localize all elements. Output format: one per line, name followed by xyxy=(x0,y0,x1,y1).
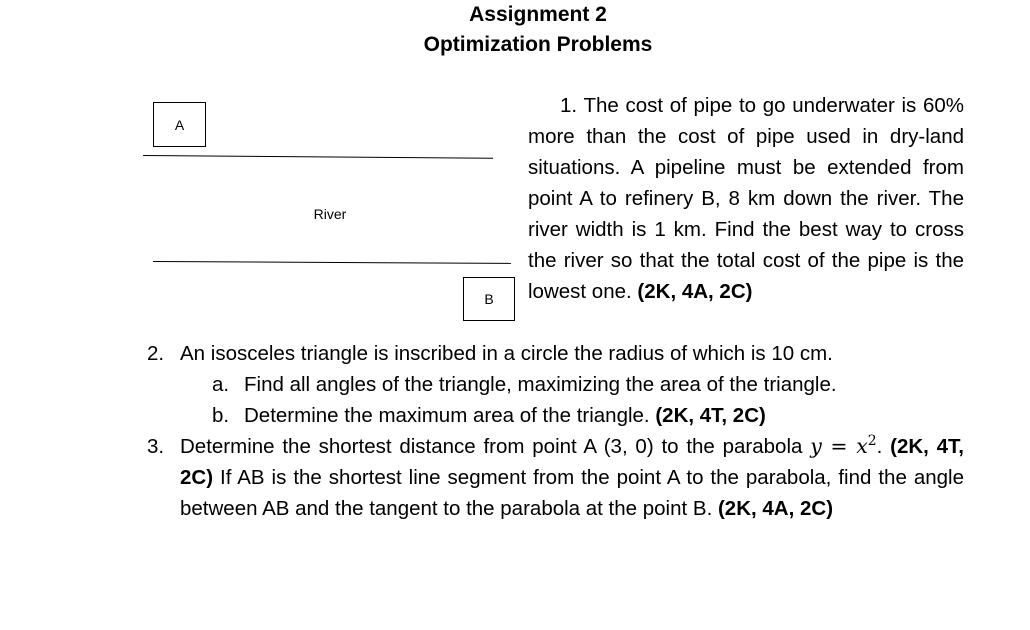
problem-1-number: 1. xyxy=(560,94,578,117)
river-bank-top xyxy=(143,155,493,159)
point-b-label: B xyxy=(484,291,494,307)
problem-1-marks: (2K, 4A, 2C) xyxy=(637,280,753,303)
equation-exponent: 2 xyxy=(867,433,877,450)
problem-2b-marks: (2K, 4T, 2C) xyxy=(655,404,766,427)
problem-1-text: The cost of pipe to go underwater is 60% more than the cost of pipe used in dry-land situations. A pipeline must be extended from point A to refinery B, 8 km down the river. The river width is 1 km. Find the best way to cross the river so that the total cost of the pipe is the lowest one. xyxy=(528,94,965,303)
problem-2a xyxy=(212,369,972,400)
problem-3 xyxy=(147,431,967,561)
problem-2-number: 2. xyxy=(147,342,165,365)
equation-period: . xyxy=(876,435,883,458)
river-bank-bottom xyxy=(153,261,511,264)
page-subtitle: Optimization Problems xyxy=(423,33,653,56)
equation-x: x xyxy=(856,434,868,458)
problem-2b-text: Determine the maximum area of the triangle. xyxy=(244,404,650,427)
problem-2b-label: b. xyxy=(212,404,230,427)
problem-2-text: An isosceles triangle is inscribed in a circle the radius of which is 10 cm. xyxy=(180,342,833,365)
page-title: Assignment 2 xyxy=(469,3,607,26)
problem-2b-content xyxy=(244,400,964,431)
point-a-label: A xyxy=(174,116,185,133)
problem-3-marks-2: (2K, 4A, 2C) xyxy=(717,497,834,520)
river-label: River xyxy=(313,206,347,222)
equation-y: y xyxy=(810,434,822,458)
equation-equals: = xyxy=(821,434,857,458)
point-b-box xyxy=(463,277,515,321)
problem-3-content xyxy=(180,431,964,524)
problem-2 xyxy=(147,338,967,369)
problem-3-text-after: If AB is the shortest line segment from the point A to the parabola, find the angle between AB and the tangent to the parabola at the point B. xyxy=(180,466,964,520)
problem-3-marks-1: (2K, 4T, 2C) xyxy=(180,435,965,489)
problem-3-number: 3. xyxy=(147,435,165,458)
problem-2b xyxy=(212,400,972,431)
point-a-box xyxy=(153,102,206,147)
problem-2a-label: a. xyxy=(212,373,230,396)
problem-1 xyxy=(528,90,964,307)
problem-2a-text: Find all angles of the triangle, maximizing the area of the triangle. xyxy=(244,373,837,396)
problem-3-text-before: Determine the shortest distance from point A (3, 0) to the parabola xyxy=(180,435,803,458)
